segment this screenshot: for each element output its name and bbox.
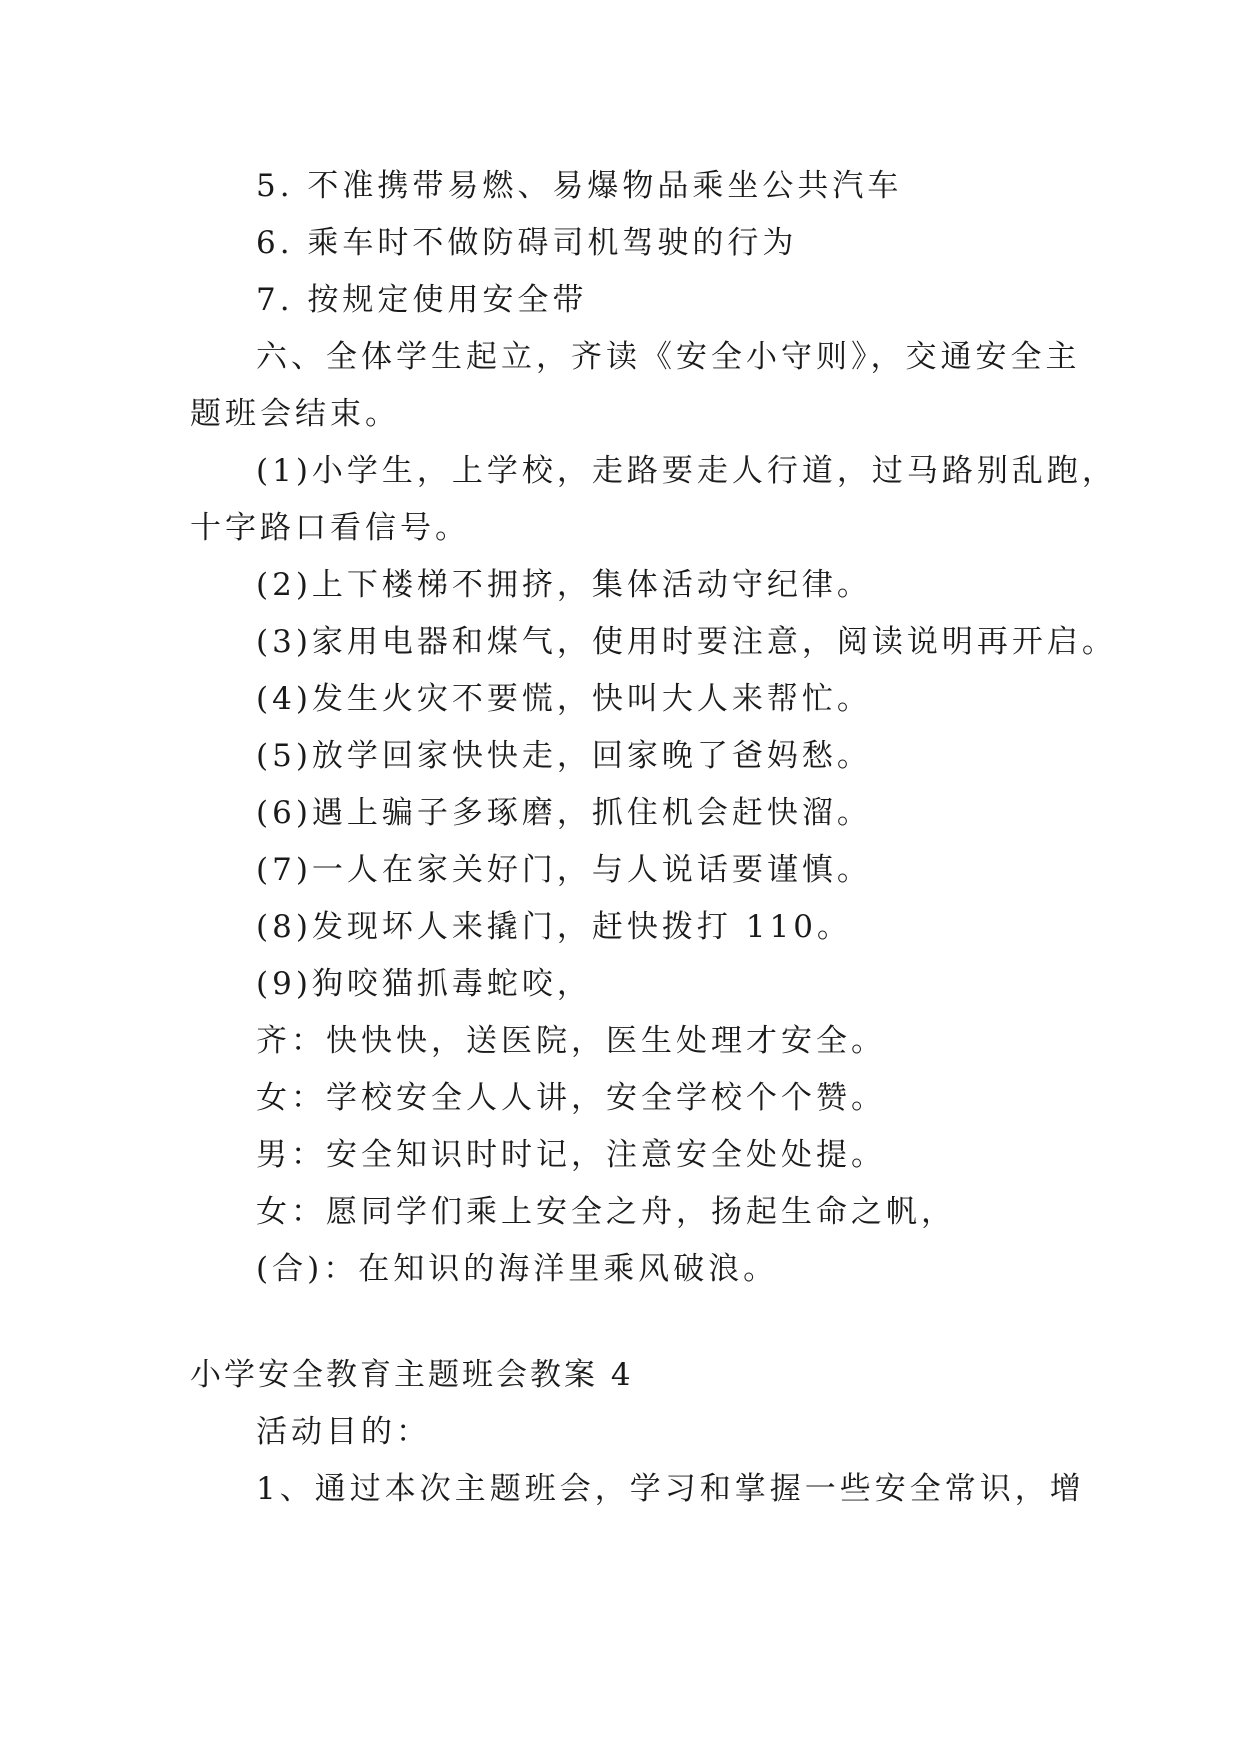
rule-verse-1-line-1: (1)小学生，上学校，走路要走人行道，过马路别乱跑， xyxy=(256,453,1117,489)
girls-line-1: 女：学校安全人人讲，安全学校个个赞。 xyxy=(256,1080,886,1116)
section-title: 小学安全教育主题班会教案 4 xyxy=(190,1357,634,1393)
rule-verse-6: (6)遇上骗子多琢磨，抓住机会赶快溜。 xyxy=(256,795,872,831)
rule-item-5: 5. 不准携带易燃、易爆物品乘坐公共汽车 xyxy=(256,168,903,204)
rule-verse-1-line-2: 十字路口看信号。 xyxy=(190,510,470,546)
section-six-paragraph-line-1: 六、全体学生起立，齐读《安全小守则》，交通安全主 xyxy=(256,339,1081,375)
rule-verse-2: (2)上下楼梯不拥挤，集体活动守纪律。 xyxy=(256,567,872,603)
section-six-paragraph-line-2: 题班会结束。 xyxy=(190,396,400,432)
rule-item-7: 7. 按规定使用安全带 xyxy=(256,282,588,318)
boys-line: 男：安全知识时时记，注意安全处处提。 xyxy=(256,1137,886,1173)
activity-goal-item-1: 1、通过本次主题班会，学习和掌握一些安全常识，增 xyxy=(256,1471,1085,1507)
activity-goal-label: 活动目的： xyxy=(256,1414,431,1450)
rule-verse-4: (4)发生火灾不要慌，快叫大人来帮忙。 xyxy=(256,681,872,717)
together-line: (合)：在知识的海洋里乘风破浪。 xyxy=(256,1251,779,1287)
rule-verse-8: (8)发现坏人来撬门，赶快拨打 110。 xyxy=(256,909,852,945)
rule-verse-5: (5)放学回家快快走，回家晚了爸妈愁。 xyxy=(256,738,872,774)
rule-item-6: 6. 乘车时不做防碍司机驾驶的行为 xyxy=(256,225,798,261)
rule-verse-3: (3)家用电器和煤气，使用时要注意，阅读说明再开启。 xyxy=(256,624,1117,660)
chorus-line: 齐：快快快，送医院，医生处理才安全。 xyxy=(256,1023,886,1059)
rule-verse-9: (9)狗咬猫抓毒蛇咬， xyxy=(256,966,592,1002)
girls-line-2: 女：愿同学们乘上安全之舟，扬起生命之帆， xyxy=(256,1194,956,1230)
rule-verse-7: (7)一人在家关好门，与人说话要谨慎。 xyxy=(256,852,872,888)
